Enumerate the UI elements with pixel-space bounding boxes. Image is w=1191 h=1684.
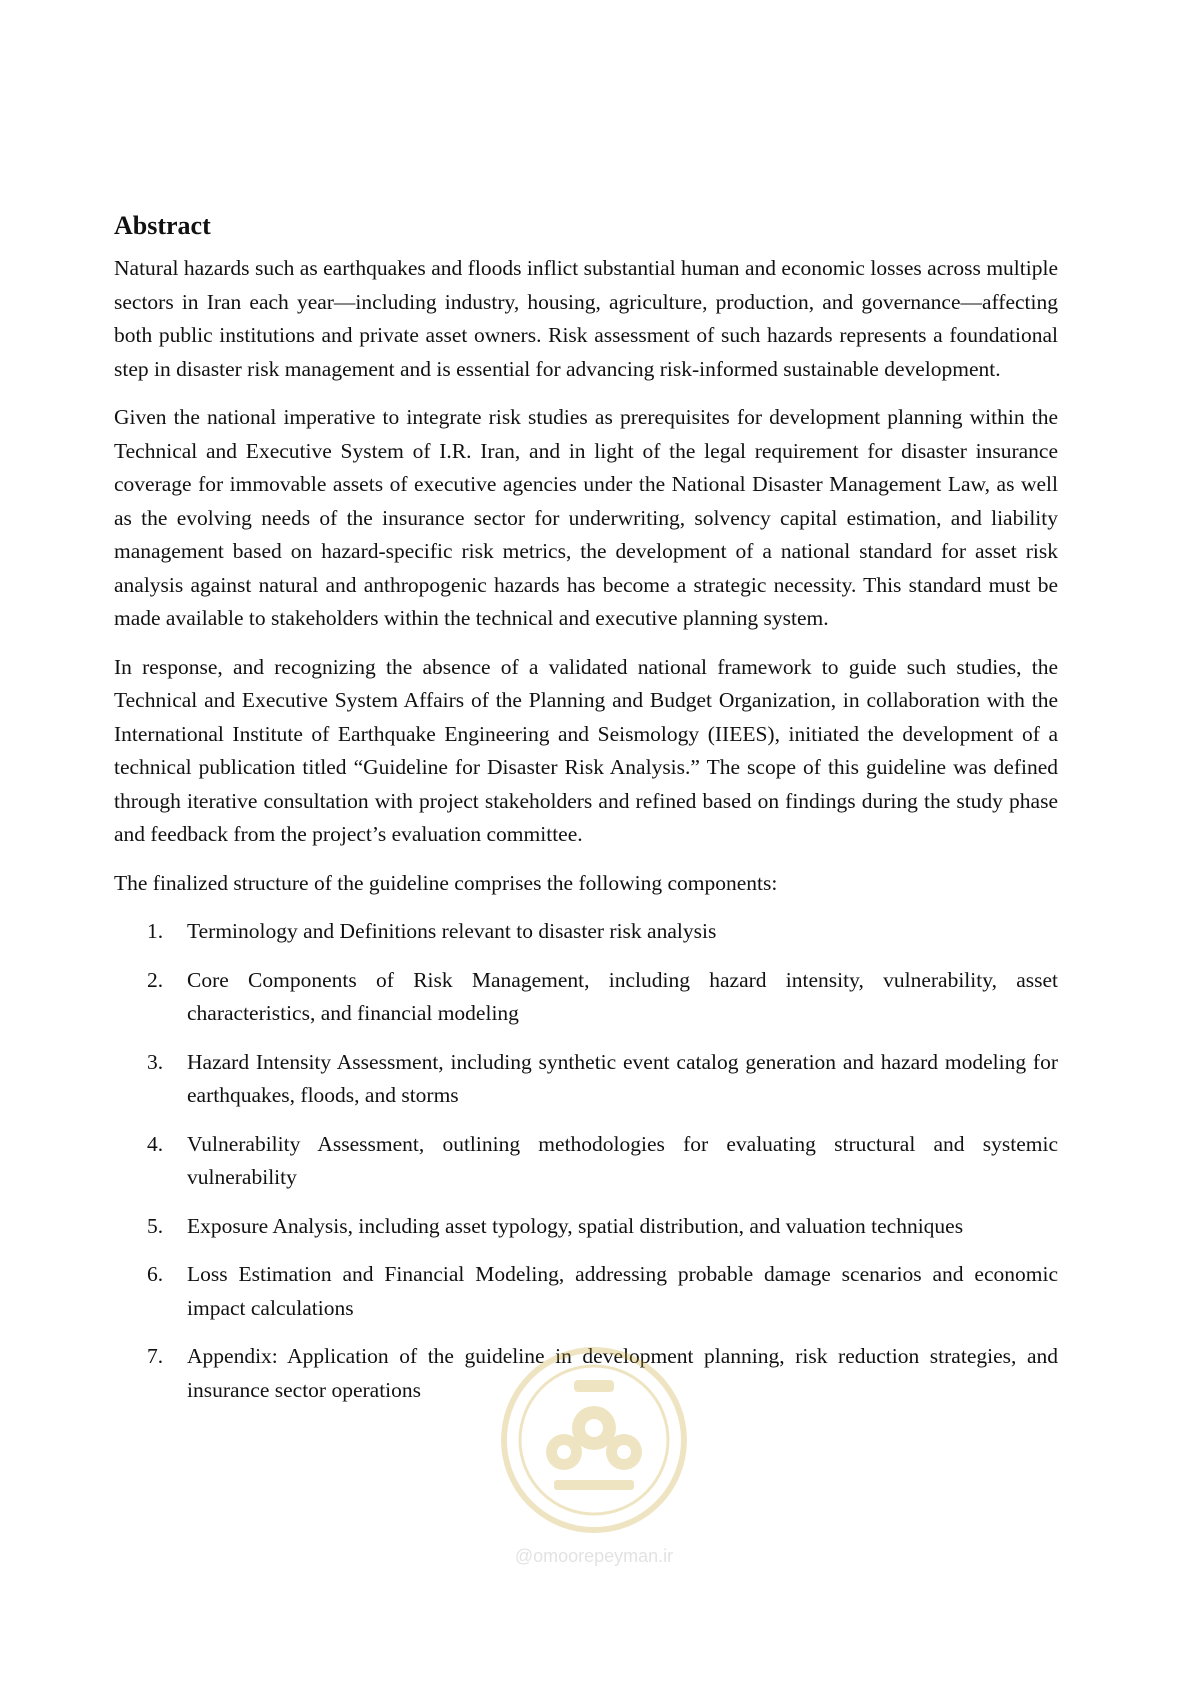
abstract-heading: Abstract [114, 211, 211, 240]
list-number: 5. [147, 1213, 164, 1238]
paragraph-4: The finalized structure of the guideline comprises the following components: [114, 870, 778, 895]
list-item [114, 1128, 1058, 1195]
list-number: 7. [147, 1344, 164, 1368]
document-page [114, 210, 1058, 1422]
list-item [114, 964, 1058, 1031]
list-text: Core Components of Risk Management, including hazard intensity, vulnerability, asset characteristics, and financial modeling [187, 967, 1058, 1025]
list-text: Exposure Analysis, including asset typology, spatial distribution, and valuation techniques [187, 1213, 964, 1238]
list-text: Loss Estimation and Financial Modeling, addressing probable damage scenarios and economic impact calculations [187, 1262, 1058, 1320]
list-number: 6. [147, 1262, 164, 1286]
list-text: Vulnerability Assessment, outlining methodologies for evaluating structural and systemic vulnerability [187, 1131, 1058, 1189]
list-item [114, 915, 1058, 949]
list-number: 4. [147, 1131, 164, 1156]
list-number: 2. [147, 967, 164, 992]
list-number: 3. [147, 1049, 164, 1074]
components-list [114, 915, 1058, 1407]
list-text: Hazard Intensity Assessment, including synthetic event catalog generation and hazard modeling for earthquakes, floods, and storms [187, 1049, 1058, 1107]
list-number: 1. [147, 919, 164, 943]
paragraph-3: In response, and recognizing the absence of a validated national framework to guide such studies, the Technical and Executive System Affairs of the Planning and Budget Organization, in collaboration with the International Institute of Earthquake Engineering and Seismology (IIEES), initiated the development of a technical publication titled “Guideline for Disaster Risk Analysis.” The scope of this guideline was defined through iterative consultation with project stakeholders and refined based on findings during the study phase and feedback from the project’s evaluation committee. [114, 654, 1058, 846]
watermark-text: @omoorepeyman.ir [514, 1546, 674, 1566]
list-item [114, 1046, 1058, 1113]
list-item [114, 1210, 1058, 1244]
paragraph-1: Natural hazards such as earthquakes and floods inflict substantial human and economic losses across multiple sectors in Iran each year—including industry, housing, agriculture, production, and governance—affecting both public institutions and private asset owners. Risk assessment of such hazards represents a foundational step in disaster risk management and is essential for advancing risk-informed sustainable development. [114, 256, 1058, 381]
list-item [114, 1258, 1058, 1325]
list-item [114, 1340, 1058, 1407]
list-text: Appendix: Application of the guideline in development planning, risk reduction strategies, and insurance sector operations [187, 1344, 1058, 1402]
paragraph-2: Given the national imperative to integrate risk studies as prerequisites for development planning within the Technical and Executive System of I.R. Iran, and in light of the legal requirement for disaster insurance coverage for immovable assets of executive agencies under the National Disaster Management Law, as well as the evolving needs of the insurance sector for underwriting, solvency capital estimation, and liability management based on hazard-specific risk metrics, the development of a national standard for asset risk analysis against natural and anthropogenic hazards has become a strategic necessity. This standard must be made available to stakeholders within the technical and executive planning system. [114, 405, 1058, 630]
list-text: Terminology and Definitions relevant to disaster risk analysis [187, 919, 717, 943]
